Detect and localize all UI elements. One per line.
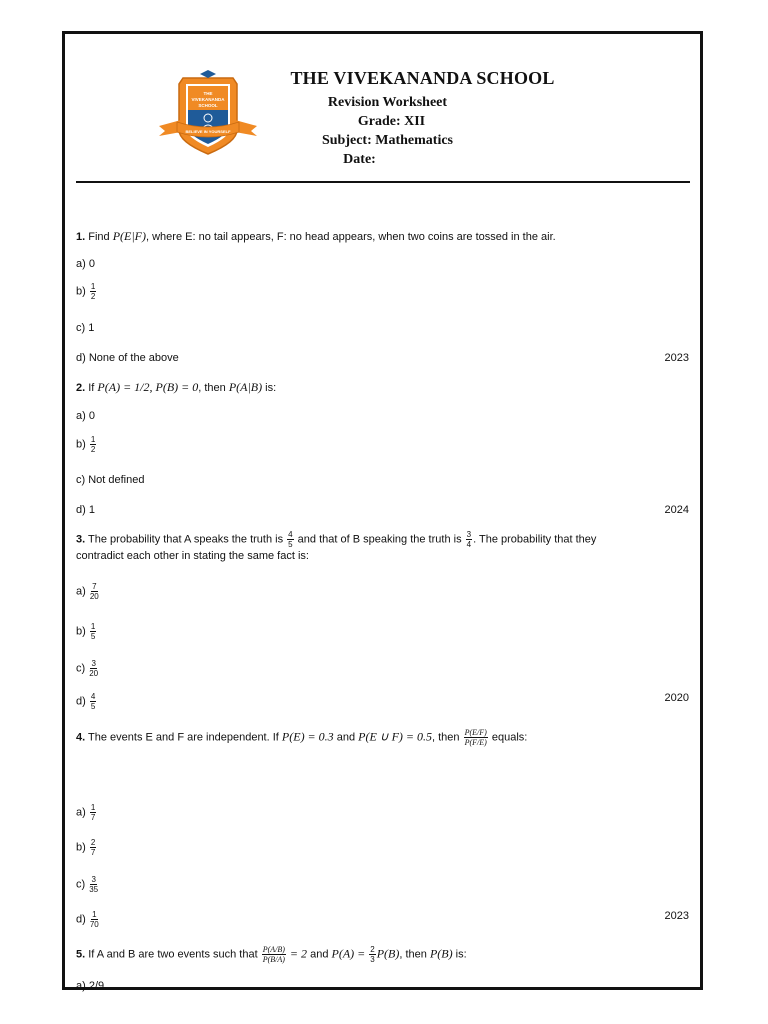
option: a) 0 — [76, 258, 95, 270]
option: c) $\frac{3}{20}$ — [76, 659, 99, 678]
question-text: The events E and F are independent. If — [88, 731, 282, 744]
fraction: $\frac{P(A/B)}{P(B/A)}$ — [262, 945, 285, 964]
math-expression: P(B) — [429, 946, 453, 961]
question-text: , then — [198, 382, 229, 394]
question-text: , then — [432, 731, 463, 744]
date-label: Date: — [343, 152, 376, 167]
question-text: , where E: no tail appears, F: no head appears, when two coins are tossed in the air. — [146, 231, 556, 243]
question-number: 4. — [76, 731, 86, 744]
option: d) $\frac{1}{70}$ 2023 — [76, 910, 689, 929]
math-expression: P(B) — [376, 946, 400, 961]
question-1 — [76, 229, 689, 244]
question-3-line-2: contradict each other in stating the same fact is: — [76, 550, 309, 562]
fraction: $\frac{1}{2}$ — [90, 435, 96, 454]
fraction: $\frac{3}{35}$ — [89, 875, 99, 894]
fraction: $\frac{1}{70}$ — [89, 910, 99, 929]
question-5 — [76, 945, 689, 964]
question-text: If A and B are two events such that — [88, 948, 261, 961]
option: b) $\frac{1}{2}$ — [76, 435, 96, 454]
option-text: d) 1 — [76, 504, 95, 516]
fraction: $\frac{4}{5}$ — [90, 692, 96, 711]
fraction: $\frac{3}{4}$ — [466, 530, 472, 549]
svg-text:THE: THE — [203, 91, 213, 96]
question-text: Find — [88, 231, 113, 243]
question-number: 5. — [76, 948, 86, 961]
question-3 — [76, 530, 689, 549]
question-number: 2. — [76, 382, 86, 394]
math-expression: P(E ∪ F) = 0.5 — [358, 729, 432, 744]
question-text: If — [88, 382, 98, 394]
option: a) 2/9 — [76, 980, 105, 992]
fraction: $\frac{2}{7}$ — [90, 838, 96, 857]
option: c) Not defined — [76, 474, 145, 486]
option: a) $\frac{7}{20}$ — [76, 582, 99, 601]
fraction: $\frac{1}{5}$ — [90, 622, 96, 641]
fraction: $\frac{1}{2}$ — [90, 282, 96, 301]
year-tag: 2023 — [664, 352, 689, 364]
school-name: THE VIVEKANANDA SCHOOL — [290, 68, 555, 88]
question-text: The probability that A speaks the truth is — [88, 533, 287, 546]
svg-text:VIVEKANANDA: VIVEKANANDA — [191, 97, 225, 102]
question-number: 3. — [76, 533, 86, 546]
question-text: is: — [452, 948, 467, 961]
year-tag: 2020 — [664, 692, 689, 704]
fraction: $\frac{3}{20}$ — [89, 659, 99, 678]
math-expression: P(A|B) — [228, 380, 263, 394]
option: c) $\frac{3}{35}$ — [76, 875, 99, 894]
subject-label: Subject: Mathematics — [321, 133, 454, 148]
question-text: . The probability that they — [473, 533, 597, 546]
fraction: $\frac{P(E/F)}{P(F/E)}$ — [464, 728, 487, 747]
fraction: $\frac{7}{20}$ — [89, 582, 99, 601]
option: d) $\frac{4}{5}$ 2020 — [76, 692, 689, 711]
fraction: $\frac{4}{5}$ — [288, 530, 293, 549]
header-divider — [76, 181, 690, 183]
question-number: 1. — [76, 231, 86, 243]
option: a) 0 — [76, 410, 95, 422]
option: b) $\frac{2}{7}$ — [76, 838, 96, 857]
option — [76, 504, 689, 516]
math-expression: P(A) = 1/2, P(B) = 0 — [97, 380, 199, 394]
title-block — [65, 68, 700, 169]
option: a) $\frac{1}{7}$ — [76, 803, 96, 822]
grade-label: Grade: XII — [357, 114, 426, 129]
question-text: and — [307, 948, 332, 961]
svg-text:BELIEVE IN YOURSELF: BELIEVE IN YOURSELF — [185, 129, 231, 134]
worksheet-frame — [62, 31, 703, 990]
question-text: and — [333, 731, 359, 744]
year-tag: 2023 — [664, 910, 689, 922]
math-expression: P(E) = 0.3 — [281, 729, 334, 744]
svg-text:SCHOOL: SCHOOL — [198, 103, 218, 108]
question-text: equals: — [488, 731, 528, 744]
fraction: $\frac{1}{7}$ — [90, 803, 96, 822]
option: c) 1 — [76, 322, 95, 334]
question-2 — [76, 380, 689, 395]
question-text: and that of B speaking the truth is — [294, 533, 465, 546]
math-expression: P(E|F) — [112, 229, 146, 243]
option — [76, 352, 689, 364]
fraction: $\frac{2}{3}$ — [370, 945, 375, 964]
option-text: d) None of the above — [76, 352, 179, 364]
question-4 — [76, 728, 689, 747]
worksheet-header — [65, 34, 700, 184]
math-expression: P(A) = — [331, 946, 369, 961]
math-expression: = 2 — [286, 946, 308, 961]
year-tag: 2024 — [664, 504, 689, 516]
question-text: is: — [262, 382, 277, 394]
worksheet-title: Revision Worksheet — [327, 95, 448, 110]
option: b) $\frac{1}{2}$ — [76, 282, 96, 301]
option: b) $\frac{1}{5}$ — [76, 622, 96, 641]
question-text: , then — [399, 948, 430, 961]
